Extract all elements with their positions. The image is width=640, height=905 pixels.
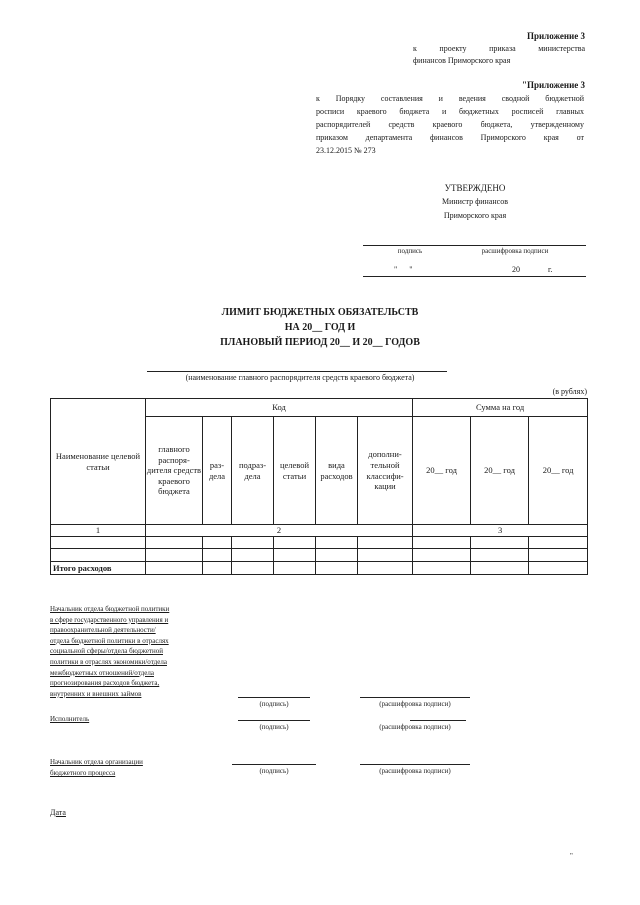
signature-line-2 [238, 720, 310, 721]
appendix-quote-line-2: росписи краевого бюджета и бюджетных росписей главных [316, 107, 584, 116]
appendix-quote-title: "Приложение 3 [521, 80, 585, 90]
approval-signature-line [363, 245, 586, 246]
approval-line-2: Приморского края [443, 211, 507, 220]
approval-date-quotes: " " [394, 265, 413, 274]
appendix-quote-line-4: приказом департамента финансов Приморского края от [316, 133, 584, 142]
col-number-3: 3 [413, 525, 588, 537]
col-header-expense-type: вида расходов [316, 417, 358, 525]
decode-line-1 [360, 697, 470, 698]
sig-caption-3: (подпись) [259, 767, 289, 775]
sig-caption-1: (подпись) [259, 700, 289, 708]
col-number-1: 1 [51, 525, 146, 537]
approval-date-suffix: г. [548, 265, 553, 274]
col-header-distributor: главного распоря- дителя средств краевого бюджета [146, 417, 203, 525]
heading-line-3: ПЛАНОВЫЙ ПЕРИОД 20__ И 20__ ГОДОВ [220, 337, 420, 348]
head-org-block: Начальник отдела организации бюджетного процесса [50, 758, 143, 777]
col-header-year-2: 20__ год [471, 417, 529, 525]
decode-caption-1: (расшифровка подписи) [379, 700, 451, 708]
date-label: Дата [50, 808, 66, 817]
limits-table [50, 398, 588, 575]
approval-line-1: Министр финансов [441, 197, 508, 206]
appendix-quote-line-1: к Порядку составления и ведения сводной бюджетной [316, 94, 584, 103]
col-header-additional-class: дополни- тельной классифи- кации [358, 417, 413, 525]
col-header-sum: Сумма на год [413, 399, 588, 417]
col-header-subsection: подраз- дела [232, 417, 274, 525]
units-label: (в рублях) [552, 387, 587, 396]
appendix-line-2: финансов Приморского края [413, 56, 511, 65]
appendix-title: Приложение 3 [526, 31, 585, 41]
heading-line-2: НА 20__ ГОД И [284, 322, 356, 333]
appendix-quote-date: 23.12.2015 № 273 [316, 146, 376, 155]
col-header-year-3: 20__ год [529, 417, 588, 525]
sig-caption-2: (подпись) [259, 723, 289, 731]
head-policy-block: Начальник отдела бюджетной политики в сфере государственного управления и правоохранительной деятельности/ отдела бюджетной политики в отраслях социальной сферы/отдела бюджетной политики в отраслях экономики/отдела межбюджетных отношений/отдела прогнозирования расходов бюджета, внутренних и внешних займов [50, 605, 170, 698]
decode-caption-3: (расшифровка подписи) [379, 767, 451, 775]
executor-label: Исполнитель [50, 715, 90, 723]
decode-line-2 [410, 720, 466, 721]
appendix-line-1: к проекту приказа министерства [413, 44, 585, 53]
col-number-2: 2 [146, 525, 413, 537]
approval-date-line [363, 276, 586, 277]
total-row [51, 562, 588, 575]
distributor-name-line [147, 371, 447, 372]
col-header-target-article: целевой статьи [274, 417, 316, 525]
closing-quote: " [570, 852, 573, 860]
total-label: Итого расходов [51, 562, 146, 575]
appendix-quote-line-3: распорядителей средств краевого бюджета, утвержденному [316, 120, 584, 129]
col-header-code: Код [146, 399, 413, 417]
table-row [51, 537, 588, 549]
decode-caption-2: (расшифровка подписи) [379, 723, 451, 731]
col-header-name: Наименование целевой статьи [51, 399, 146, 525]
approval-decode-label: расшифровка подписи [481, 247, 549, 255]
signature-line-3 [232, 764, 316, 765]
signature-line-1 [238, 697, 310, 698]
col-header-section: раз- дела [203, 417, 232, 525]
col-header-year-1: 20__ год [413, 417, 471, 525]
approval-signature-label: подпись [397, 247, 423, 255]
approval-title: УТВЕРЖДЕНО [444, 183, 506, 193]
heading-line-1: ЛИМИТ БЮДЖЕТНЫХ ОБЯЗАТЕЛЬСТВ [221, 307, 419, 318]
approval-date-year: 20 [512, 265, 520, 274]
decode-line-3 [360, 764, 470, 765]
table-row [51, 549, 588, 562]
distributor-caption: (наименование главного распорядителя средств краевого бюджета) [185, 373, 415, 382]
